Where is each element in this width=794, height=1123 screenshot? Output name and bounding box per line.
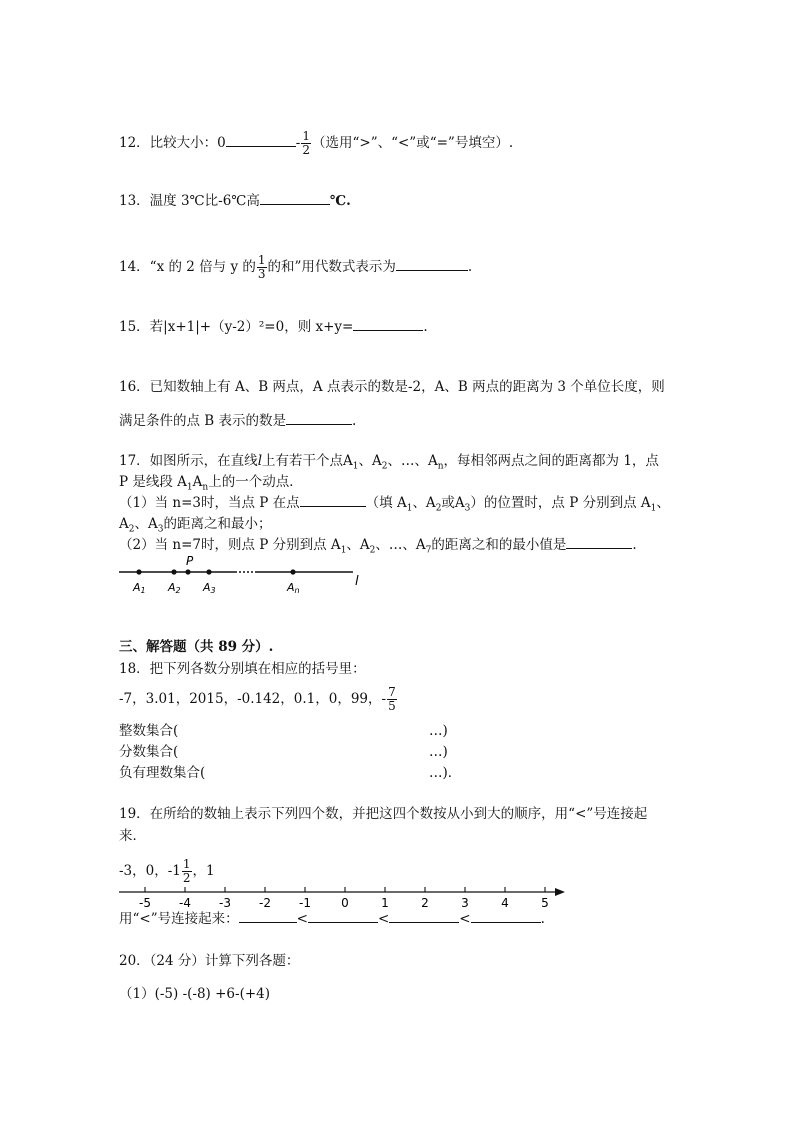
number-line-tick-label: 2 bbox=[421, 896, 429, 910]
question-17-line-3: （1）当 n=3时，当点 P 在点 （填 $A_1$、$A_2$或$A_3$）的位置时，点 P 分别到点 $A_1$、 bbox=[119, 495, 670, 514]
section-3-title: 三、解答题（共 89 分）. bbox=[119, 639, 274, 655]
point-a2 bbox=[171, 569, 176, 574]
question-19-numbers: -3，0，-1 $\frac{1}{2}$ ，1 bbox=[119, 857, 215, 885]
question-12: 12．比较大小：0 - $\frac{1}{2}$ （选用“>”、“<”或“=”号填空）. bbox=[119, 129, 514, 157]
fraction: $\frac{1}{2}$ bbox=[302, 129, 310, 157]
question-14: 14．“x 的 2 倍与 y 的 $\frac{1}{3}$ 的和”用代数式表示为 . bbox=[119, 253, 473, 281]
label-p: P bbox=[186, 554, 194, 568]
question-17-line-4: $A_2$、$A_3$的距离之和最小； bbox=[119, 516, 272, 535]
question-19-line-2: 来． bbox=[119, 828, 146, 844]
set-row-negative-rationals: 负有理数集合( …)． bbox=[119, 765, 462, 781]
question-18-title: 18．把下列各数分别填在相应的括号里： bbox=[119, 661, 366, 677]
points-on-line-figure bbox=[115, 552, 375, 600]
answer-blank[interactable] bbox=[286, 412, 352, 425]
number-line-tick-label: -1 bbox=[299, 896, 311, 910]
question-17-line-1: 17．如图所示，在直线l上有若干个点$A_1$、$A_2$、…、$A_n$，每相邻两点之间的距离都为 1，点 bbox=[119, 453, 659, 472]
fraction: $\frac{1}{2}$ bbox=[182, 857, 191, 885]
question-19-line-1: 19．在所给的数轴上表示下列四个数，并把这四个数按从小到大的顺序，用“<”号连接起 bbox=[119, 806, 648, 822]
number-line-tick-label: -2 bbox=[259, 896, 271, 910]
number-line-tick-label: 4 bbox=[501, 896, 509, 910]
answer-blank-1[interactable] bbox=[239, 910, 297, 923]
number-line-tick-label: 5 bbox=[541, 896, 549, 910]
answer-blank[interactable] bbox=[566, 536, 632, 549]
fraction: $\frac{7}{5}$ bbox=[388, 685, 396, 713]
answer-blank[interactable] bbox=[396, 258, 468, 271]
number-line bbox=[115, 880, 570, 910]
number-line-arrow bbox=[555, 888, 565, 896]
answer-blank[interactable] bbox=[226, 134, 296, 147]
number-line-tick-label: 0 bbox=[341, 896, 349, 910]
label-a2: A2 bbox=[168, 581, 181, 595]
question-17-line-5: （2）当 n=7时，则点 P 分别到点 $A_1$、$A_2$、…、$A_7$的距离之和的最小值是 . bbox=[119, 537, 637, 556]
question-16-line-1: 16．已知数轴上有 A、B 两点，A 点表示的数是-2，A、B 两点的距离为 3 个单位长度，则 bbox=[119, 379, 665, 395]
number-line-tick-label: 1 bbox=[381, 896, 389, 910]
number-line-tick-label: -3 bbox=[219, 896, 231, 910]
label-a1: A1 bbox=[133, 581, 146, 595]
question-20-title: 20．（24 分）计算下列各题： bbox=[119, 953, 300, 969]
question-18-numbers: -7，3.01，2015，-0.142，0.1，0，99，- $\frac{7}{5}$ bbox=[119, 685, 396, 713]
answer-blank-4[interactable] bbox=[471, 910, 541, 923]
answer-blank[interactable] bbox=[260, 192, 330, 205]
point-an bbox=[290, 569, 295, 574]
point-a3 bbox=[206, 569, 211, 574]
number-line-tick-label: -5 bbox=[139, 896, 151, 910]
set-row-integers: 整数集合( …) bbox=[119, 723, 448, 739]
question-16-line-2: 满足条件的点 B 表示的数是 . bbox=[119, 413, 357, 429]
label-a3: A3 bbox=[203, 581, 216, 595]
answer-blank[interactable] bbox=[300, 494, 366, 507]
point-a1 bbox=[136, 569, 141, 574]
label-l: l bbox=[355, 574, 359, 589]
fraction: $\frac{1}{3}$ bbox=[257, 253, 266, 281]
point-p bbox=[185, 569, 190, 574]
answer-blank[interactable] bbox=[353, 318, 423, 331]
question-19-connect: 用“<”号连接起来： < < < . bbox=[119, 911, 545, 927]
set-row-fractions: 分数集合( …) bbox=[119, 744, 448, 760]
answer-blank-3[interactable] bbox=[389, 910, 459, 923]
question-20-item-1: （1）(-5) -(-8) +6-(+4) bbox=[119, 986, 270, 1002]
number-line-tick-label: 3 bbox=[461, 896, 469, 910]
number-line-tick-label: -4 bbox=[179, 896, 191, 910]
question-13: 13．温度 3℃比-6℃高 ℃. bbox=[119, 193, 351, 209]
question-17-line-2: P 是线段 $A_1A_n$上的一个动点． bbox=[119, 474, 303, 493]
label-an: An bbox=[287, 581, 300, 595]
question-15: 15．若|x+1|+（y-2）²=0，则 x+y= . bbox=[119, 319, 428, 335]
answer-blank-2[interactable] bbox=[308, 910, 378, 923]
